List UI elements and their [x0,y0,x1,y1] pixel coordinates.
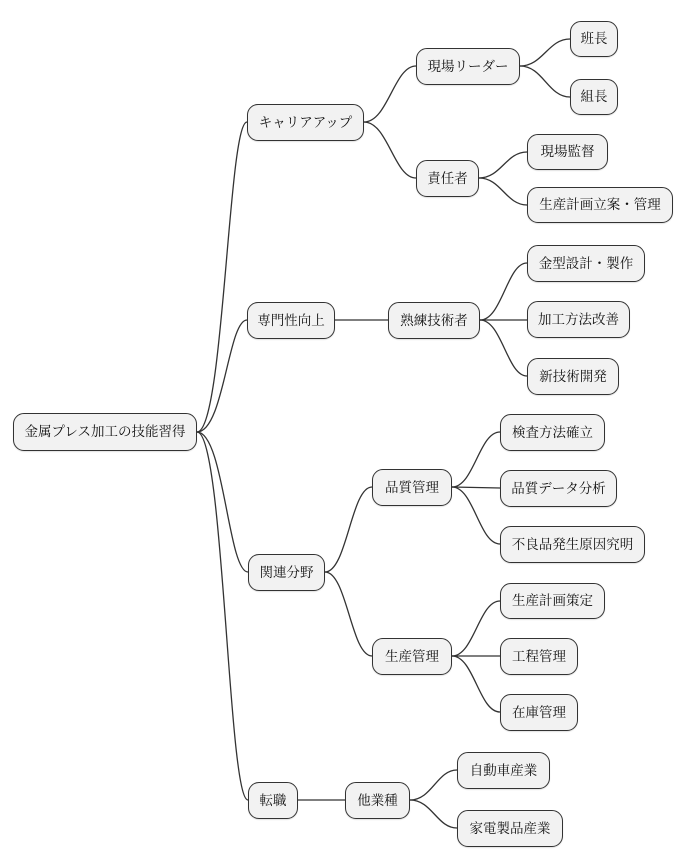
node-process-management: 工程管理 [500,638,578,675]
node-career-up: キャリアアップ [247,104,364,141]
node-site-leader: 現場リーダー [416,48,520,85]
edge-career-up-to-manager [364,122,416,178]
edge-site-leader-to-squad-leader [520,39,570,66]
node-production-control: 生産管理 [372,638,452,675]
node-group-leader: 組長 [570,79,618,115]
edge-skilled-engineer-to-die-design [480,263,527,320]
edge-related-fields-to-quality-control [325,487,372,572]
edge-quality-control-to-defect-cause [452,487,500,544]
edge-other-industries-to-automotive [410,770,457,800]
node-production-plan-mgmt: 生産計画立案・管理 [527,187,673,223]
node-new-tech-development: 新技術開発 [527,358,619,395]
node-automotive-industry: 自動車産業 [457,752,550,789]
node-inventory-management: 在庫管理 [500,694,578,731]
node-quality-control: 品質管理 [372,469,452,506]
node-home-appliance-industry: 家電製品産業 [457,810,563,847]
node-defect-cause-analysis: 不良品発生原因究明 [500,526,645,563]
node-related-fields: 関連分野 [248,554,325,591]
node-process-improvement: 加工方法改善 [527,301,630,338]
edge-other-industries-to-home-appliance [410,800,457,828]
node-site-supervisor: 現場監督 [527,134,608,170]
edge-related-fields-to-production-control [325,572,372,656]
node-die-design: 金型設計・製作 [527,245,645,282]
edge-production-control-to-inventory [452,656,500,712]
edge-manager-to-production-plan-mgmt [479,178,527,205]
edge-site-leader-to-group-leader [520,66,570,97]
edge-quality-control-to-inspection-method [452,432,500,487]
edge-root-to-related-fields [197,432,248,572]
node-root: 金属プレス加工の技能習得 [13,413,197,451]
node-quality-data-analysis: 品質データ分析 [500,470,617,507]
node-expertise: 専門性向上 [247,302,335,339]
edge-production-control-to-planning [452,601,500,656]
edge-career-up-to-site-leader [364,66,416,122]
edge-quality-control-to-data-analysis [452,487,500,488]
node-manager: 責任者 [416,160,479,197]
node-other-industries: 他業種 [345,782,410,819]
edge-skilled-engineer-to-new-tech [480,320,527,376]
node-squad-leader: 班長 [570,21,618,57]
node-job-change: 転職 [248,782,298,819]
node-inspection-method: 検査方法確立 [500,414,605,451]
edge-root-to-expertise [197,320,247,432]
edge-manager-to-site-supervisor [479,152,527,178]
node-production-planning: 生産計画策定 [500,583,605,619]
node-skilled-engineer: 熟練技術者 [388,302,480,339]
